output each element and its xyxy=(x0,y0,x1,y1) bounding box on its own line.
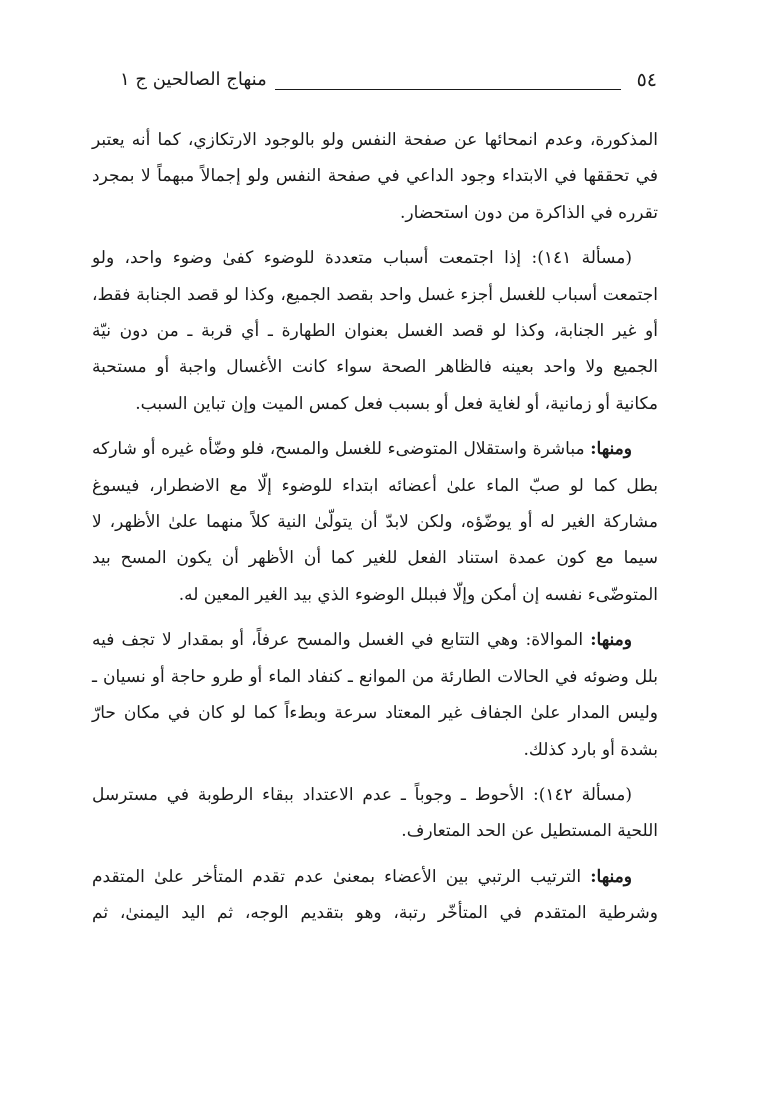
book-title: منهاج الصالحين ج ١ xyxy=(120,69,267,90)
paragraph-lead: ومنها: xyxy=(590,439,632,460)
page-number: ٥٤ xyxy=(636,69,657,91)
paragraph-text: الترتيب الرتبي بين الأعضاء بمعنىٰ عدم تقدم المتأخر علىٰ المتقدم وشرطية المتقدم في المتأخّر رتبة، وهو بتقديم الوجه، ثم اليد اليمنىٰ، ثم xyxy=(92,866,658,924)
paragraph-continuity xyxy=(92,622,658,768)
body-text xyxy=(92,122,658,941)
paragraph-masala-142 xyxy=(92,777,658,850)
paragraph-text: (مسألة ١٤٢): الأحوط ـ وجوباً ـ عدم الاعتداد ببقاء الرطوبة في مسترسل اللحية المستطيل عن الحد المتعارف. xyxy=(92,784,658,842)
paragraph-text: الموالاة: وهي التتابع في الغسل والمسح عرفاً، أو بمقدار لا تجف فيه بلل وضوئه في الحالات الطارئة من الموانع ـ كنفاد الماء أو طرو حاجة أو نسيان ـ وليس المدار علىٰ الجفاف غير المعتاد سرعة وبطءاً كما لو كان في مكان حارّ بشدة أو بارد كذلك. xyxy=(92,630,658,760)
paragraph-masala-141 xyxy=(92,240,658,422)
header-rule xyxy=(275,89,621,90)
paragraph-lead: ومنها: xyxy=(590,630,632,651)
paragraph-lead: ومنها: xyxy=(590,866,632,887)
paragraph-text: مباشرة واستقلال المتوضىء للغسل والمسح، فلو وضّأه غيره أو شاركه بطل كما لو صبّ الماء علىٰ أعضائه ابتداء للوضوء إلّا مع الاضطرار، فيسوغ مشاركة الغير له أو يوضّؤه، ولكن لابدّ أن يتولّىٰ النية كلاً منهما علىٰ الأظهر، لا سيما مع كون عمدة استناد الفعل للغير كما أن الأظهر أن يكون المسح بيد المتوضّىء نفسه إن أمكن وإلّا فببلل الوضوء الذي بيد الغير المعين له. xyxy=(92,439,658,605)
paragraph-direct-performance xyxy=(92,431,658,613)
paragraph-text: (مسألة ١٤١): إذا اجتمعت أسباب متعددة للوضوء كفىٰ وضوء واحد، ولو اجتمعت أسباب للغسل أجزء غسل واحد بقصد الجميع، وكذا لو قصد الجنابة فقط، أو غير الجنابة، وكذا لو قصد الغسل بعنوان الطهارة ـ أي قربة ـ من دون نيّة الجميع ولا واحد بعينه فالظاهر الصحة سواء كانت الأغسال واجبة أو مستحبة مكانية أو زمانية، أو لغاية فعل أو بسبب فعل كمس الميت وإن تباين السبب. xyxy=(92,248,658,414)
paragraph-text: المذكورة، وعدم انمحائها عن صفحة النفس ولو بالوجود الارتكازي، كما أنه يعتبر في تحققها في الابتداء وجود الداعي في صفحة النفس ولو إجمالاً مبهماً لا بمجرد تقرره في الذاكرة من دون استحضار. xyxy=(92,130,658,223)
running-header xyxy=(120,66,657,100)
paragraph-continuation xyxy=(92,122,658,231)
paragraph-order xyxy=(92,859,658,932)
